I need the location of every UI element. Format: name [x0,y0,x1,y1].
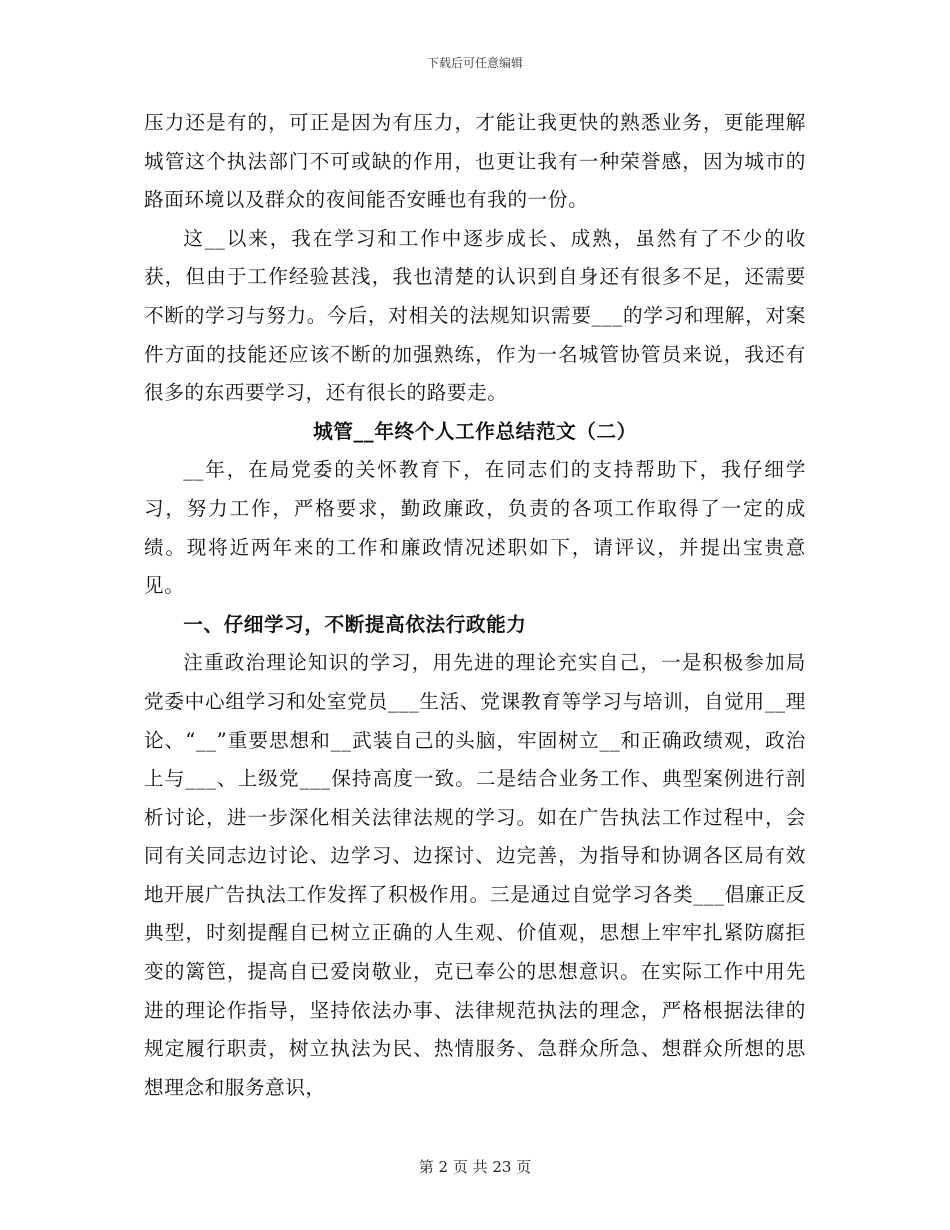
section-title: 城管__年终个人工作总结范文（二） [313,419,637,443]
header-note: 下载后可任意编辑 [426,56,523,70]
document-body [144,104,806,1107]
paragraph-study: 注重政治理论知识的学习，用先进的理论充实自己，一是积极参加局党委中心组学习和处室党员___生活、党课教育等学习与培训，自觉用__理论、“__”重要思想和__武装自己的头脑，牢固树立__和正确政绩观，政治上与___、上级党___保持高度一致。二是结合业务工作、典型案例进行剖析讨论，进一步深化相关法律法规的学习。如在广告执法工作过程中，会同有关同志边讨论、边学习、边探讨、边完善，为指导和协调各区局有效地开展广告执法工作发挥了积极作用。三是通过自觉学习各类___倡廉正反典型，时刻提醒自已树立正确的人生观、价值观，思想上牢牢扎紧防腐拒变的篱笆，提高自已爱岗敬业，克已奉公的思想意识。在实际工作中用先进的理论作指导，坚持依法办事、法律规范执法的理念，严格根据法律的规定履行职责，树立执法为民、热情服务、急群众所急、想群众所想的思想理念和服务意识， [144,651,806,1099]
paragraph-intro: __年，在局党委的关怀教育下，在同志们的支持帮助下，我仔细学习，努力工作，严格要求，勤政廉政，负责的各项工作取得了一定的成绩。现将近两年来的工作和廉政情况述职如下，请评议，并提出宝贵意见。 [144,458,806,598]
paragraph-continued: 压力还是有的，可正是因为有压力，才能让我更快的熟悉业务，更能理解城管这个执法部门不可或缺的作用，也更让我有一种荣誉感，因为城市的路面环境以及群众的夜间能否安睡也有我的一份。 [144,111,806,212]
section-heading-1: 一、仔细学习，不断提高依法行政能力 [183,612,527,636]
page-number: 第 2 页 共 23 页 [418,1158,532,1176]
paragraph-closing: 这__以来，我在学习和工作中逐步成长、成熟，虽然有了不少的收获，但由于工作经验甚浅，我也清楚的认识到自身还有很多不足，还需要不断的学习与努力。今后，对相关的法规知识需要___的学习和理解，对案件方面的技能还应该不断的加强熟练，作为一名城管协管员来说，我还有很多的东西要学习，还有很长的路要走。 [144,226,806,405]
